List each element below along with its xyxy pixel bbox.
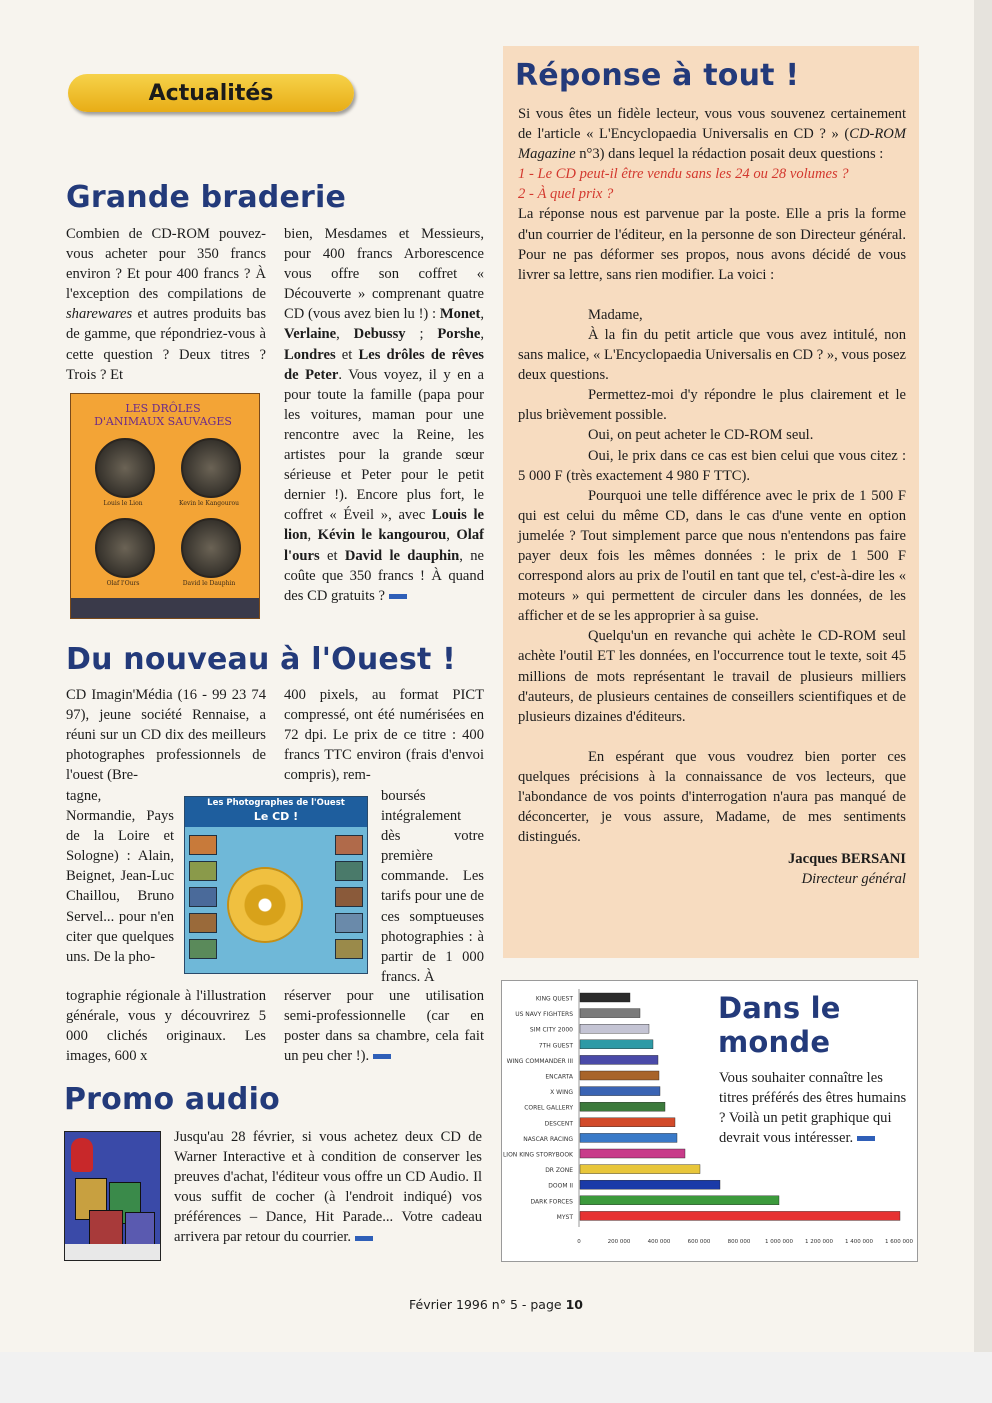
chart-category-label: 7TH GUEST [538,1042,573,1050]
ouest-col2-wrap: boursés intégralement dès votre première commande. Les tarifs pour une de ces somptueuses photographies : à partir de 1 000 francs. À [381,788,484,985]
end-mark-icon [373,1054,391,1059]
chart-bar [580,1196,779,1205]
cd-disc-icon [229,869,301,941]
chart-bar [580,1040,653,1049]
chart-bar [580,1149,685,1158]
photo-thumbnail [189,887,217,907]
letter-paragraph: Quelqu'un en revanche qui achète le CD-ROM seul achète l'outil ET les données, en l'occurrence tout le texte, soit 45 millions de mots représentant le travail de plusieurs milliers d'auteurs, de plusieurs centaines de conseillers scientifiques et de plusieurs dizaines d'éditeurs. [518,628,906,725]
promo-footer-band [65,1244,160,1260]
chart-bar [580,1071,659,1080]
chart-category-label: COREL GALLERY [524,1104,573,1112]
photo-thumbnail [335,887,363,907]
signature-title: Directeur général [801,871,906,888]
photo-thumbnail [335,861,363,881]
signature-name: Jacques BERSANI [788,851,906,868]
bear-portrait [95,518,155,578]
chart-bar [580,1102,665,1111]
photo-thumbnail [335,835,363,855]
chart-tick-label: 400 000 [647,1239,671,1245]
promo-text: Jusqu'au 28 février, si vous achetez deux CD de Warner Interactive et à condition de conserver les preuves d'achat, l'éditeur vous offre un CD Audio. Il vous suffit de cocher (à l'endroit indiqué) vos préférences – Dance, Hit Parade... Votre cadeau arrivera par retour du courrier. [174,1129,482,1246]
cd-box [89,1210,123,1246]
photo-thumbnail [189,835,217,855]
page-edge [974,0,992,1403]
issue-label: Février 1996 n° 5 [409,1297,518,1312]
chart-category-label: SIM CITY 2000 [529,1026,573,1034]
chart-tick-label: 200 000 [607,1239,631,1245]
photographes-cover-header [185,797,367,827]
dolphin-portrait [181,518,241,578]
cover-label: Olaf l'Ours [106,580,140,587]
page-footer [0,1297,992,1312]
chart-bar [580,1087,660,1096]
braderie-col1: Combien de CD-ROM pouvez-vous acheter pour 350 francs environ ? Et pour 400 francs ? À l'exception des compilations de sharewares et autres produits bas de gamme, que répondriez-vous à cette question ? Deux titres ? Trois ? Et [66,226,266,383]
braderie-col2: bien, Mesdames et Messieurs, pour 400 francs Arborescence vous offre son coffret « Découverte » comprenant quatre CD (vous avez bien lu !) : Monet, Verlaine, Debussy ; Porshe, Londres et Les drôles de rêves de Peter. Vous voyez, il y en a pour toute la famille (papa pour les voitures, maman pour une rencontre avec la Reine, les artistes pour la grande sœur sérieuse et Peter pour le petit dernier !). Encore plus fort, le coffret « Éveil », avec Louis le lion, Kévin le kangourou, Olaf l'ours et David le dauphin, ne coûte que 350 francs ! À quand des CD gratuits ? [284,226,485,604]
chart-category-label: KING QUEST [535,995,573,1003]
ouest-title: Du nouveau à l'Ouest ! [66,642,457,677]
chart-category-label: WING COMMANDER III [506,1057,573,1065]
promo-title: Promo audio [64,1082,280,1117]
warner-promo-image [64,1131,161,1261]
reponse-body [518,104,906,889]
cover-label: Kevin le Kangourou [179,500,239,507]
chart-bar [580,993,630,1002]
page-number: 10 [565,1297,583,1312]
end-mark-icon [389,594,407,599]
chart-bar [580,1180,720,1189]
ouest-col2-bottom: réserver pour une utilisation semi-professionnelle (car en poster dans sa chambre, cela fait un peu cher !). [284,988,484,1065]
kangaroo-portrait [181,438,241,498]
ouest-col1-bottom: tographie régionale à l'illustration générale, vous y découvrirez 5 000 clichés originaux. Les images, 600 x [66,988,266,1065]
chart-category-label: MYST [556,1213,573,1221]
chart-category-label: X WING [550,1089,573,1097]
chart-bar [580,1009,640,1018]
letter-paragraph: Oui, on peut acheter le CD-ROM seul. [588,427,814,444]
photo-thumbnail [335,913,363,933]
scan-margin [0,1352,992,1403]
reponse-answer: La réponse nous est parvenue par la poste. Elle a pris la forme d'un courrier de l'éditeur, en la personne de son Directeur général. Pour ne pas déformer ses propos, nous avons décidé de vous livrer sa lettre, sans rien modifier. La voici : [518,206,906,283]
letter-paragraph: Oui, le prix dans ce cas est bien celui que vous citez : 5 000 F (très exactement 4 980 F TTC). [518,447,906,484]
question-1: 1 - Le CD peut-il être vendu sans les 24 ou 28 volumes ? [518,166,849,183]
chart-category-label: DOOM II [548,1182,573,1190]
chart-bar [580,1055,658,1064]
chart-tick-label: 600 000 [687,1239,711,1245]
chart-category-label: DR ZONE [545,1167,573,1175]
chart-category-label: ENCARTA [545,1073,573,1081]
chart-category-label: DESCENT [544,1120,573,1128]
chart-tick-label: 800 000 [727,1239,751,1245]
chart-bar [580,1211,900,1220]
chart-tick-label: 1 000 000 [765,1239,793,1245]
chart-bar [580,1024,649,1033]
end-mark-icon [857,1136,875,1141]
question-2: 2 - À quel prix ? [518,186,614,203]
santa-figure [71,1138,93,1172]
reponse-intro: Si vous êtes un fidèle lecteur, vous vous souvenez certainement de l'article « L'Encyclopaedia Universalis en CD ? » (CD-ROM Magazine n°3) dans lequel la rédaction posait deux questions : [518,106,906,163]
braderie-title: Grande braderie [66,180,347,215]
ouest-col2-top: 400 pixels, au format PICT compressé, ont été numérisées en 72 dpi. Le prix de ce titre : 400 francs TTC environ (frais d'envoi compris), rem- [284,687,484,784]
letter-salutation: Madame, [588,306,643,323]
photo-thumbnail [335,939,363,959]
photographes-cover-image [184,796,368,974]
photo-thumbnail [189,939,217,959]
letter-closing: En espérant que vous voudrez bien porter ces quelques précisions à la connaissance de vos lecteurs, que l'abondance de vos points d'interrogation n'aura pas manqué de déconcerter, je vous assure, Madame, de mes sentiments distingués. [518,748,906,846]
photo-thumbnail [189,861,217,881]
dans-le-monde-box [501,980,918,1262]
lion-portrait [95,438,155,498]
chart-category-label: NASCAR RACING [523,1135,573,1143]
letter-paragraph: Permettez-moi d'y répondre le plus clairement et le plus brièvement possible. [518,387,906,424]
monde-text: Vous souhaiter connaître les titres préférés des êtres humains ? Voilà un petit graphique qui devrait vous intéresser. [719,1070,907,1147]
cover-label: David le Dauphin [182,580,236,587]
reponse-title: Réponse à tout ! [515,58,800,93]
chart-tick-label: 1 200 000 [805,1239,833,1245]
section-label: Actualités [68,74,354,112]
eveil-cover-title: LES DRÔLES D'ANIMAUX SAUVAGES [94,402,232,428]
photo-thumbnail [189,913,217,933]
chart-category-label: DARK FORCES [530,1198,573,1206]
letter-paragraph: À la fin du petit article que vous avez intitulé, non sans malice, « L'Encyclopaedia Universalis en CD ? », vous posez deux questions. [518,326,906,384]
chart-category-label: LION KING STORYBOOK [502,1151,573,1159]
cd-box [125,1212,155,1246]
photographes-cover-title: Les Photographes de l'Ouest [207,798,345,808]
chart-tick-label: 1 400 000 [845,1239,873,1245]
photographes-cover-subtitle: Le CD ! [253,810,299,823]
chart-bar [580,1165,700,1174]
cover-footer-band [71,598,259,618]
chart-bar [580,1133,677,1142]
eveil-cover-image [70,393,260,619]
chart-tick-label: 1 600 000 [885,1239,913,1245]
cover-label: Louis le Lion [103,500,143,507]
chart-bar [580,1118,675,1127]
chart-category-label: US NAVY FIGHTERS [515,1011,573,1019]
letter-paragraph: Pourquoi une telle différence avec le prix de 1 500 F qui est celui du même CD, dans le cas d'une vente en option jumelée ? Tout simplement parce que nous n'entendons pas faire payer deux fois les mêmes données : le prix de 1 500 F correspond alors au prix de l'outil en tant que tel, c'est-à-dire les « moteurs » qui permettent de circuler dans les données, de les afficher et de se les approprier à sa guise. [518,487,906,625]
chart-tick-label: 0 [577,1239,581,1245]
monde-title: Dans le monde [718,991,841,1059]
ouest-col1-top: CD Imagin'Média (16 - 99 23 74 97), jeune société Rennaise, a réuni sur un CD dix des meilleurs photographes professionnels de l'ouest (Bre- [66,687,266,784]
page-label: - page [521,1297,562,1312]
end-mark-icon [355,1236,373,1241]
ouest-col1-wrap: tagne, Normandie, Pays de la Loire et Sologne) : Alain, Beignet, Jean-Luc Chaillou, Bruno Servel... pour n'en citer que quelques uns. De la pho- [66,788,174,965]
